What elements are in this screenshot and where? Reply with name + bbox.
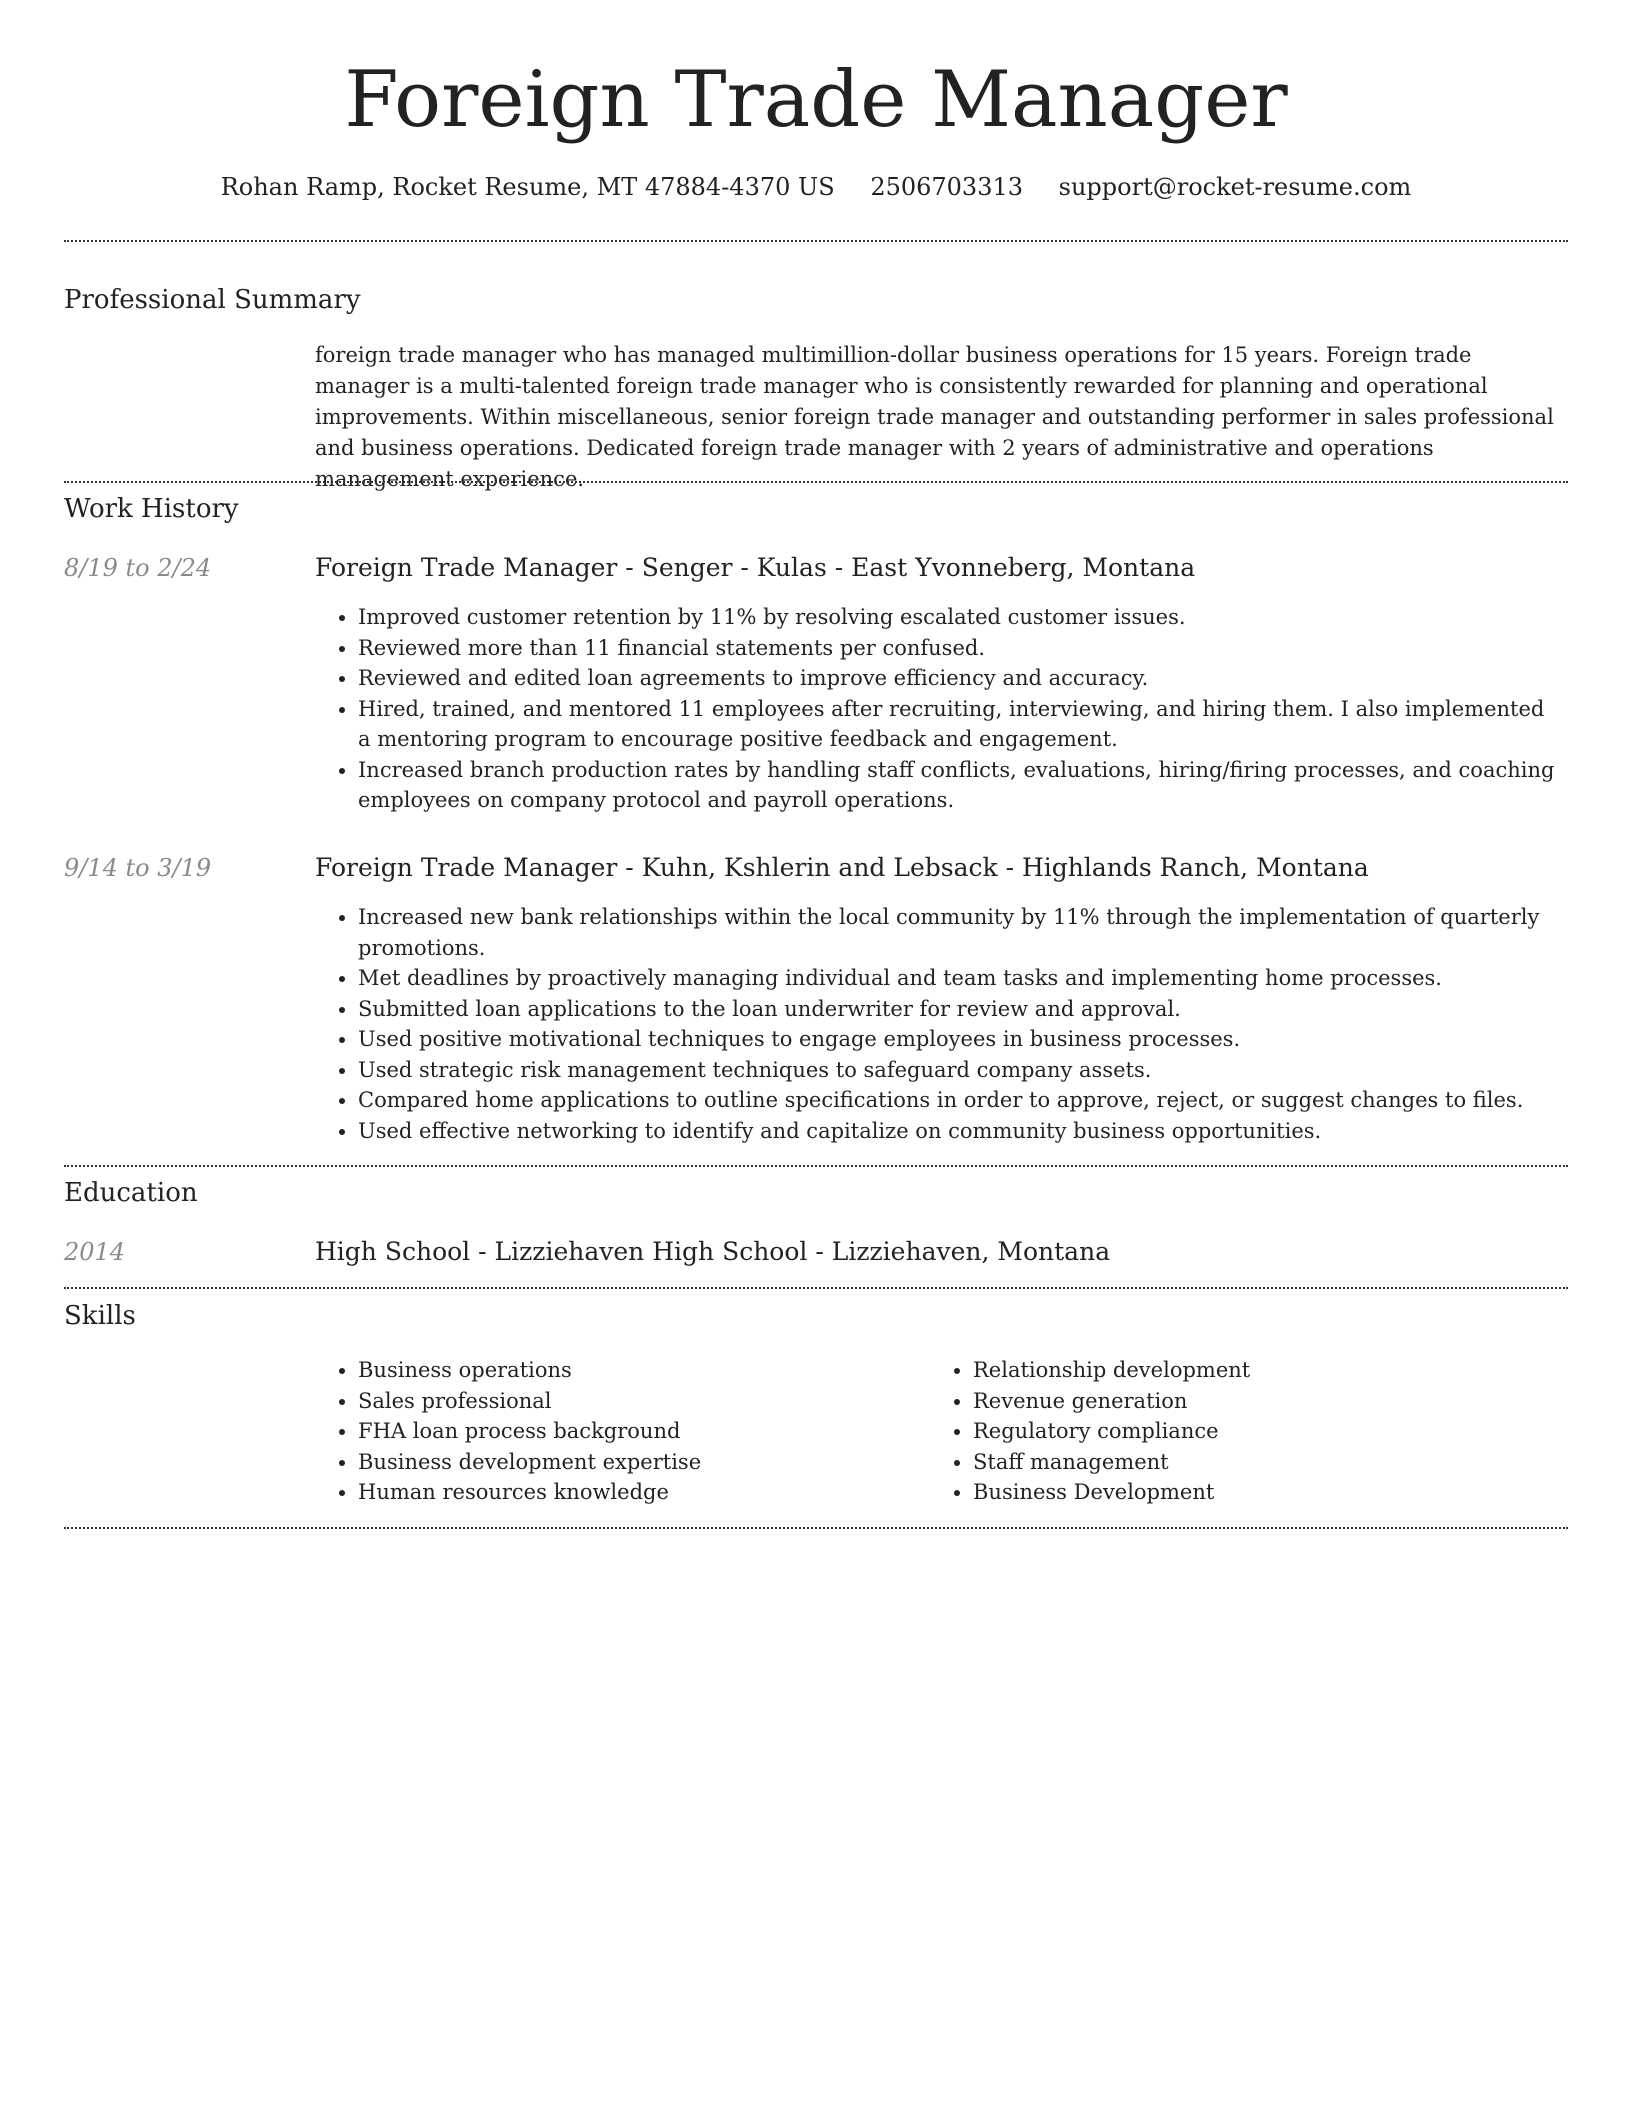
skills-list-right [929, 1355, 1573, 1508]
job-bullet-list [314, 902, 1558, 1146]
skill-item: • Revenue generation [973, 1386, 1573, 1417]
job-bullet: • Hired, trained, and mentored 11 employees after recruiting, interviewing, and hiring them. I also implemented a mentoring program to encourage positive feedback and engagement. [358, 694, 1558, 755]
job-bullet: • Improved customer retention by 11% by resolving escalated customer issues. [358, 602, 1558, 633]
job-heading: Foreign Trade Manager - Kuhn, Kshlerin and Lebsack - Highlands Ranch, Montana [315, 853, 1369, 882]
job-dates: 9/14 to 3/19 [64, 854, 212, 882]
skills-list-left [314, 1355, 918, 1508]
summary-text: foreign trade manager who has managed multimillion-dollar business operations for 15 years. Foreign trade manager is a multi-talented foreign trade manager who is consistently rewarded for planning and operational improvements. Within miscellaneous, senior foreign trade manager and outstanding performer in sales professional and business operations. Dedicated foreign trade manager with 2 years of administrative and operations management experience. [315, 343, 1554, 491]
skill-item: • Sales professional [358, 1386, 918, 1417]
job-bullet: • Increased new bank relationships within the local community by 11% through the implementation of quarterly promotions. [358, 902, 1558, 963]
section-divider [64, 1527, 1568, 1529]
work-history-heading: Work History [64, 494, 239, 524]
summary-heading: Professional Summary [64, 285, 361, 315]
job-bullet: • Used positive motivational techniques to engage employees in business processes. [358, 1024, 1558, 1055]
contact-phone: 2506703313 [870, 173, 1024, 201]
section-divider [64, 481, 1568, 483]
skill-item: • FHA loan process background [358, 1416, 918, 1447]
section-divider [64, 240, 1568, 242]
job-bullet-list [314, 602, 1558, 816]
contact-address: Rohan Ramp, Rocket Resume, MT 47884-4370 US [220, 173, 835, 201]
resume-title: Foreign Trade Manager [344, 55, 1288, 145]
skill-item: • Regulatory compliance [973, 1416, 1573, 1447]
skill-item: • Business development expertise [358, 1447, 918, 1478]
job-bullet: • Reviewed and edited loan agreements to improve efficiency and accuracy. [358, 663, 1558, 694]
job-bullet: • Increased branch production rates by handling staff conflicts, evaluations, hiring/firing processes, and coaching employees on company protocol and payroll operations. [358, 755, 1558, 816]
job-bullet: • Compared home applications to outline specifications in order to approve, reject, or suggest changes to files. [358, 1085, 1558, 1116]
contact-line [0, 170, 1632, 204]
job-bullet: • Used strategic risk management techniques to safeguard company assets. [358, 1055, 1558, 1086]
job-bullet: • Met deadlines by proactively managing individual and team tasks and implementing home processes. [358, 963, 1558, 994]
job-bullet: • Submitted loan applications to the loan underwriter for review and approval. [358, 994, 1558, 1025]
skills-heading: Skills [64, 1301, 136, 1331]
skill-item: • Business operations [358, 1355, 918, 1386]
skill-item: • Relationship development [973, 1355, 1573, 1386]
section-divider [64, 1287, 1568, 1289]
job-heading: Foreign Trade Manager - Senger - Kulas - East Yvonneberg, Montana [315, 553, 1196, 582]
contact-email: support@rocket-resume.com [1058, 173, 1412, 201]
job-bullet: • Used effective networking to identify and capitalize on community business opportunities. [358, 1116, 1558, 1147]
education-date: 2014 [64, 1238, 126, 1266]
skill-item: • Human resources knowledge [358, 1477, 918, 1508]
education-heading: Education [64, 1178, 198, 1208]
education-entry: High School - Lizziehaven High School - Lizziehaven, Montana [315, 1237, 1111, 1266]
skill-item: • Business Development [973, 1477, 1573, 1508]
job-dates: 8/19 to 2/24 [64, 554, 212, 582]
job-bullet: • Reviewed more than 11 financial statements per confused. [358, 633, 1558, 664]
section-divider [64, 1165, 1568, 1167]
skill-item: • Staff management [973, 1447, 1573, 1478]
